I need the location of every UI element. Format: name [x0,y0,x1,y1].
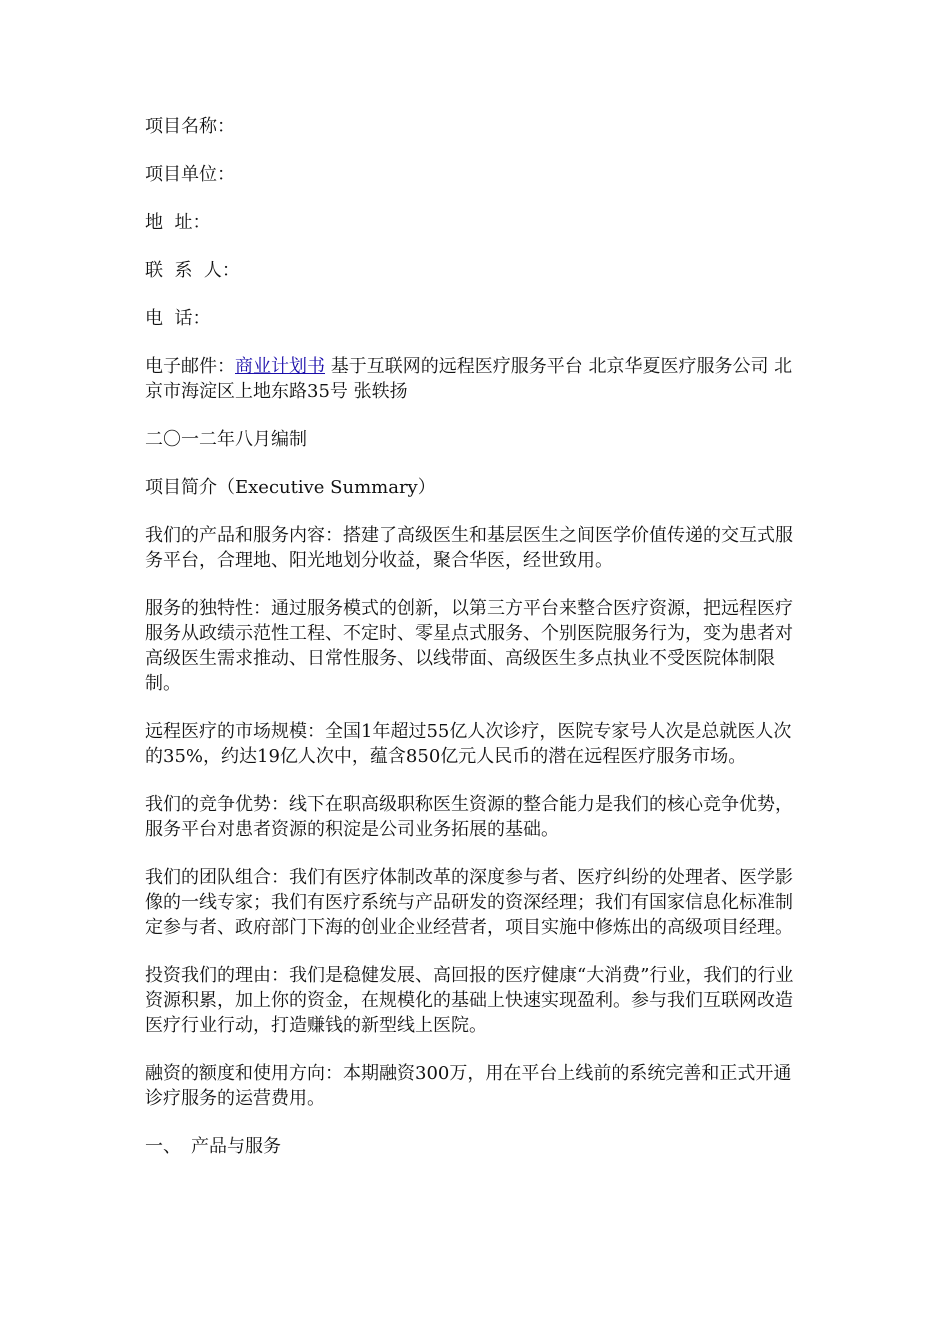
email-label: 电子邮件： [145,356,235,377]
date-line: 二〇一二年八月编制 [145,429,307,450]
contact-label: 联 系 人： [145,260,240,281]
email-field [145,354,807,404]
paragraph-products-services: 我们的产品和服务内容：搭建了高级医生和基层医生之间医学价值传递的交互式服务平台，合理地、阳光地划分收益，聚合华医，经世致用。 [145,525,793,571]
paragraph-market-size: 远程医疗的市场规模：全国1年超过55亿人次诊疗，医院专家号人次是总就医人次的35%，约达19亿人次中，蕴含850亿元人民币的潜在远程医疗服务市场。 [145,721,792,767]
paragraph-financing: 融资的额度和使用方向：本期融资300万，用在平台上线前的系统完善和正式开通诊疗服务的运营费用。 [145,1063,792,1109]
contact-field [145,258,807,283]
section-one-title: 产品与服务 [191,1136,281,1157]
business-plan-link[interactable]: 商业计划书 [235,356,325,377]
address-field [145,210,807,235]
summary-heading: 项目简介（Executive Summary） [145,477,436,498]
section-one-heading [145,1134,807,1159]
paragraph-investment-reasons: 投资我们的理由：我们是稳健发展、高回报的医疗健康“大消费”行业，我们的行业资源积累，加上你的资金，在规模化的基础上快速实现盈利。参与我们互联网改造医疗行业行动，打造赚钱的新型线上医院。 [145,965,794,1036]
email-field-rest: 基于互联网的远程医疗服务平台 北京华夏医疗服务公司 北京市海淀区上地东路35号 张轶扬 [145,356,793,402]
project-unit-label: 项目单位： [145,164,235,185]
paragraph-competitive-advantage: 我们的竞争优势：线下在职高级职称医生资源的整合能力是我们的核心竞争优势，服务平台对患者资源的积淀是公司业务拓展的基础。 [145,794,793,840]
phone-field [145,306,807,331]
paragraph-service-uniqueness: 服务的独特性：通过服务模式的创新，以第三方平台来整合医疗资源，把远程医疗服务从政绩示范性工程、不定时、零星点式服务、个别医院服务行为，变为患者对高级医生需求推动、日常性服务、以线带面、高级医生多点执业不受医院体制限制。 [145,598,793,694]
phone-label: 电 话： [145,308,211,329]
address-label: 地 址： [145,212,211,233]
project-name-label: 项目名称： [145,116,235,137]
section-one-number: 一、 [145,1136,181,1157]
document-body [145,114,807,1182]
paragraph-team: 我们的团队组合：我们有医疗体制改革的深度参与者、医疗纠纷的处理者、医学影像的一线专家；我们有医疗系统与产品研发的资深经理；我们有国家信息化标准制定参与者、政府部门下海的创业企业经营者，项目实施中修炼出的高级项目经理。 [145,867,793,938]
project-name-field [145,114,807,139]
project-unit-field [145,162,807,187]
